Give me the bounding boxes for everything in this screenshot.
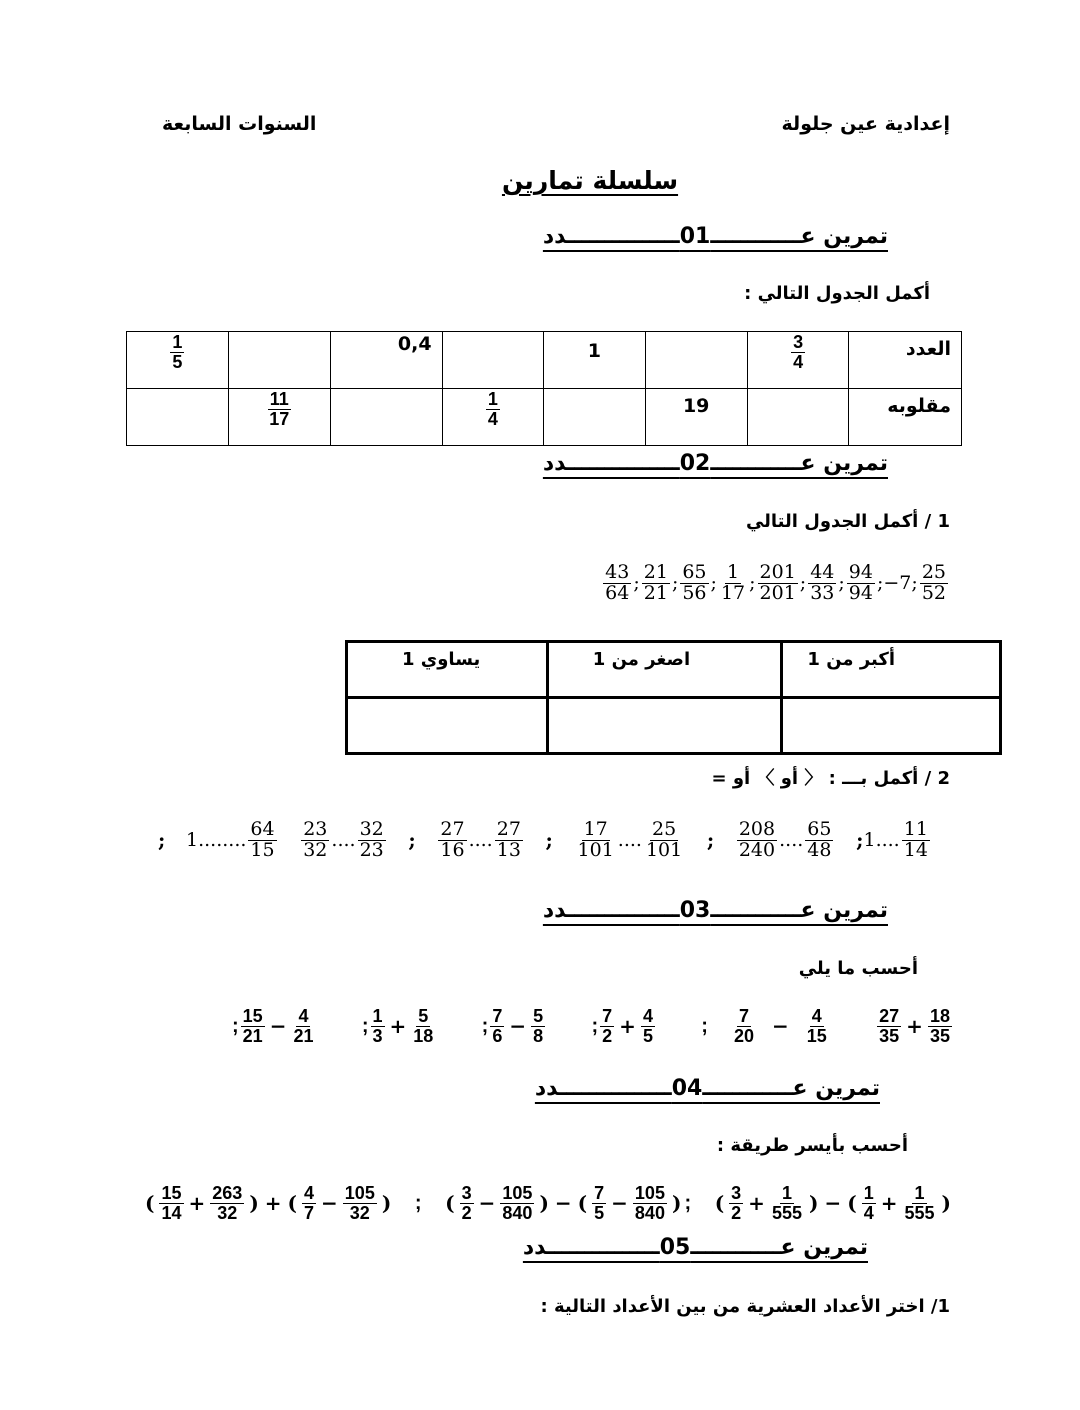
exercise-2-question-2: 2 / أكمل بـــ : 〈 أو 〉 أو = bbox=[711, 768, 950, 789]
school-name: إعدادية عين جلولة bbox=[781, 113, 950, 135]
fraction: 44 33 bbox=[810, 561, 835, 604]
expression-1: 27 35 + $\frac{18}{35}$ bbox=[879, 1006, 950, 1046]
comparison-4: 27 16 .... 27 13 bbox=[440, 818, 521, 861]
comparison-6: 1 ........ 64 15 bbox=[186, 818, 275, 861]
separator: ; bbox=[710, 572, 717, 595]
denominator: 4 bbox=[487, 408, 498, 429]
fraction: 1 17 bbox=[720, 561, 746, 604]
numerator: 1 bbox=[172, 332, 183, 352]
exercise-2-heading: تمرين عــــــــــــ02ـــــــــــــــدد bbox=[542, 451, 888, 476]
separator: ; bbox=[876, 572, 884, 595]
exercise-1-instruction: أكمل الجدول التالي : bbox=[744, 283, 930, 304]
exercise-2-comparisons bbox=[158, 820, 932, 861]
cell-r1c3 bbox=[645, 332, 747, 389]
fraction: $\frac{1}{555}$ bbox=[904, 1183, 935, 1223]
integer-value: 1 bbox=[587, 340, 602, 362]
class-level: السنوات السابعة bbox=[162, 113, 317, 135]
fraction: 7 20 bbox=[733, 1006, 754, 1046]
cell-r1c4 bbox=[544, 332, 645, 389]
fraction: 7 6 bbox=[492, 1006, 503, 1046]
cell-equal bbox=[347, 698, 548, 754]
fraction: 21 21 bbox=[643, 561, 668, 604]
separator: ; bbox=[799, 572, 807, 595]
cell-r2c7 bbox=[228, 389, 330, 446]
fraction: 208 240 bbox=[738, 818, 776, 861]
separator: ; bbox=[671, 572, 679, 595]
expression-3: ; 7 2 + $\frac{4}{5}$ bbox=[591, 1006, 653, 1046]
fraction: $\frac{4}{15}$ bbox=[806, 1006, 827, 1046]
decimal-value: 0,4 bbox=[397, 333, 432, 355]
fraction: 4 7 bbox=[304, 1183, 315, 1223]
numerator: 11 bbox=[269, 389, 289, 409]
exercise-3-instruction: أحسب ما يلي bbox=[798, 958, 918, 979]
row-label-reciprocal: مقلوبه bbox=[849, 389, 962, 446]
fraction: 17 101 bbox=[577, 818, 614, 861]
expression-2: ; 7 20 − $\frac{4}{15}$ bbox=[701, 1006, 827, 1046]
fraction: 7 2 bbox=[602, 1006, 613, 1046]
comparison-2: 208 240 .... 65 48 bbox=[738, 818, 832, 861]
header-greater-than-1: أكبر من 1 bbox=[782, 642, 1001, 698]
fraction: 94 94 bbox=[848, 561, 873, 604]
fraction: 1 3 bbox=[372, 1006, 383, 1046]
fraction: 3 2 bbox=[731, 1183, 742, 1223]
fraction: 43 64 bbox=[605, 561, 630, 604]
comparison-5: 23 32 .... 32 23 bbox=[303, 818, 384, 861]
exercise-3-heading: تمرين عــــــــــــ03ـــــــــــــــدد bbox=[542, 898, 888, 923]
cell-greater bbox=[782, 698, 1001, 754]
separator: ; bbox=[856, 828, 864, 853]
cell-less bbox=[548, 698, 782, 754]
grouped-expression-2: ( 3 2 − $\frac{105}{840}$ ) − ( 7 5 − $\frac{105}{840}$ ) ; bbox=[445, 1183, 692, 1223]
numerator: 3 bbox=[793, 332, 804, 352]
header-equal-to-1: يساوي 1 bbox=[347, 642, 548, 698]
fraction: 27 35 bbox=[879, 1006, 900, 1046]
header-less-than-1: اصغر من 1 bbox=[548, 642, 782, 698]
expression-6: ; 15 21 − $\frac{4}{21}$ bbox=[232, 1006, 314, 1046]
separator: ; bbox=[408, 828, 416, 853]
cell-r2c3 bbox=[645, 389, 747, 446]
exercise-1-heading: تمرين عــــــــــــ01ـــــــــــــــدد bbox=[542, 224, 888, 249]
fraction: 65 48 bbox=[807, 818, 832, 861]
fraction: $\frac{1}{555}$ bbox=[771, 1183, 802, 1223]
cell-r2c4 bbox=[544, 389, 645, 446]
fraction bbox=[170, 333, 184, 372]
fraction: $\frac{4}{21}$ bbox=[293, 1006, 314, 1046]
cell-r1c8 bbox=[127, 332, 229, 389]
exercise-5-question-1: 1/ اختر الأعداد العشرية من بين الأعداد التالية : bbox=[540, 1296, 950, 1317]
row-label-number: العدد bbox=[849, 332, 962, 389]
cell-r1c6 bbox=[330, 332, 442, 389]
fraction: $\frac{5}{18}$ bbox=[413, 1006, 434, 1046]
fraction: 27 16 bbox=[440, 818, 465, 861]
cell-r2c6 bbox=[330, 389, 442, 446]
fraction: $\frac{105}{840}$ bbox=[502, 1183, 533, 1223]
separator: ; bbox=[911, 572, 918, 595]
exercise-4-expressions bbox=[142, 1184, 954, 1223]
separator: ; bbox=[838, 572, 845, 595]
cell-r2c5 bbox=[442, 389, 544, 446]
fraction: 15 14 bbox=[161, 1183, 182, 1223]
separator: ; bbox=[633, 572, 640, 595]
separator: ; bbox=[545, 828, 553, 853]
denominator: 17 bbox=[269, 408, 290, 429]
fraction: $\frac{105}{32}$ bbox=[344, 1183, 375, 1223]
fraction: 15 21 bbox=[242, 1006, 263, 1046]
exercise-1-table bbox=[126, 331, 962, 446]
expression-5: ; 1 3 + $\frac{5}{18}$ bbox=[361, 1006, 434, 1046]
fraction: 23 32 bbox=[303, 818, 328, 861]
cell-r1c2 bbox=[747, 332, 849, 389]
cell-r1c7 bbox=[228, 332, 330, 389]
fraction: 3 2 bbox=[461, 1183, 472, 1223]
page-title: سلسلة تمارين bbox=[501, 166, 679, 195]
cell-r2c2 bbox=[747, 389, 849, 446]
fraction: 201 201 bbox=[759, 561, 796, 604]
fraction: 1 4 bbox=[863, 1183, 874, 1223]
fraction bbox=[267, 390, 291, 429]
fraction: $\frac{263}{32}$ bbox=[212, 1183, 243, 1223]
grouped-expression-3: ( 15 14 + $\frac{263}{32}$ ) + ( 4 7 − $\frac{105}{32}$ ) bbox=[145, 1183, 392, 1223]
fraction: 11 14 bbox=[903, 818, 928, 861]
exercise-5-heading: تمرين عــــــــــــ05ـــــــــــــــدد bbox=[522, 1235, 868, 1260]
separator: ; bbox=[706, 828, 715, 853]
exercise-4-heading: تمرين عــــــــــــ04ـــــــــــــــدد bbox=[534, 1076, 880, 1101]
comparison-1: ; 1 .... 11 14 bbox=[856, 818, 928, 861]
separator: ; bbox=[414, 1191, 422, 1214]
exercise-3-expressions bbox=[232, 1007, 954, 1046]
fraction: 64 15 bbox=[250, 818, 275, 861]
separator: ; bbox=[749, 572, 756, 595]
comparison-3: 17 101 .... 25 101 bbox=[577, 818, 683, 861]
denominator: 4 bbox=[793, 351, 804, 372]
denominator: 5 bbox=[172, 351, 183, 372]
fraction: $\frac{105}{840}$ bbox=[634, 1183, 665, 1223]
exercise-4-instruction: أحسب بأيسر طريقة : bbox=[716, 1135, 908, 1156]
fraction: $\frac{18}{35}$ bbox=[929, 1006, 950, 1046]
exercise-2-table bbox=[345, 640, 1002, 755]
fraction: 27 13 bbox=[496, 818, 521, 861]
fraction: 7 5 bbox=[594, 1183, 605, 1223]
grouped-expression-1: ( 3 2 + $\frac{1}{555}$ ) − ( 1 4 + $\frac{1}{555}$ ) bbox=[714, 1183, 951, 1223]
numerator: 1 bbox=[487, 389, 498, 409]
expression-4: ; 7 6 − $\frac{5}{8}$ bbox=[481, 1006, 544, 1046]
fraction: $\frac{5}{8}$ bbox=[533, 1006, 544, 1046]
exercise-2-question-1: 1 / أكمل الجدول التالي bbox=[745, 511, 950, 532]
fraction: $\frac{4}{5}$ bbox=[642, 1006, 653, 1046]
cell-r2c8 bbox=[127, 389, 229, 446]
exercise-2-number-list bbox=[601, 563, 950, 604]
fraction: 32 23 bbox=[359, 818, 384, 861]
fraction bbox=[791, 333, 805, 372]
cell-r1c5 bbox=[442, 332, 544, 389]
integer-value: 19 bbox=[682, 395, 710, 417]
separator: ; bbox=[684, 1191, 692, 1214]
fraction: 25 52 bbox=[921, 561, 946, 604]
fraction bbox=[486, 390, 500, 429]
integer-value: −7 bbox=[883, 572, 912, 595]
fraction: 25 101 bbox=[645, 818, 683, 861]
separator: ; bbox=[158, 828, 166, 853]
fraction: 65 56 bbox=[682, 561, 707, 604]
